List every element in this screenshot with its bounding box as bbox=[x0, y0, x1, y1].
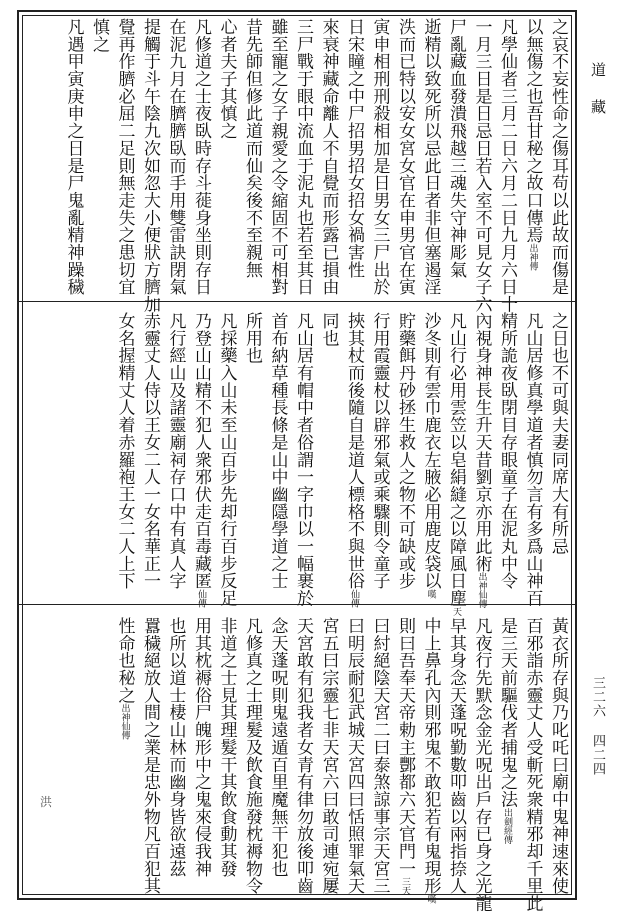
column-text: 百邪詣赤靈丈人受斬死衆精邪却千里此 bbox=[522, 617, 543, 912]
column-text: 所用也 bbox=[242, 312, 262, 365]
text-column bbox=[468, 312, 494, 609]
column-text: 心者夫子其慎之 bbox=[216, 18, 237, 140]
text-column bbox=[545, 617, 571, 893]
column-annotation: 嘆 bbox=[425, 589, 436, 599]
text-column bbox=[468, 617, 494, 912]
column-text: 挾其杖而後隨自是道人標格不與世俗 bbox=[344, 312, 364, 590]
column-text: 同也 bbox=[318, 312, 339, 347]
text-column bbox=[341, 18, 367, 296]
column-text: 尸亂藏血發潰飛越三魂失守神彫氣 bbox=[446, 18, 466, 279]
column-annotation: 出劍經傳 bbox=[502, 807, 512, 844]
column-text: 三尸戰于眼中流血于泥丸也若至其日 bbox=[293, 18, 313, 296]
text-column bbox=[264, 617, 290, 893]
column-text: 曰明辰耐犯武城天宮四曰恬照罪氣天 bbox=[344, 617, 364, 895]
column-text: 是三天前驅伐者捕鬼之法 bbox=[497, 617, 517, 808]
text-column bbox=[494, 18, 520, 313]
column-text: 凡夜行先默念金光呪出戶存已身之光龍 bbox=[471, 617, 492, 912]
text-column bbox=[290, 18, 316, 296]
text-panel-top bbox=[24, 18, 570, 313]
text-column bbox=[111, 312, 137, 596]
text-column bbox=[188, 617, 214, 893]
text-column bbox=[315, 312, 341, 596]
column-text: 提觸于斗午陰九次如忽大小便狀方臍加 bbox=[140, 18, 160, 313]
column-text: 也所以道士棲山林而幽身皆欲遠茲 bbox=[165, 617, 186, 878]
column-text: 凡山行必用雲笠以皂絹縫之以障風日塵 bbox=[446, 312, 466, 607]
column-text: 昔先師但修此道而仙矣後不至親無 bbox=[242, 18, 262, 279]
text-column bbox=[519, 312, 545, 607]
text-column bbox=[213, 312, 239, 607]
column-text: 天宮敢有犯我者女青有律勿放後叩齒 bbox=[293, 617, 313, 895]
text-column bbox=[162, 18, 188, 296]
column-text: 凡修真之士理髮及飲食施發枕褥物令 bbox=[242, 617, 262, 895]
column-text: 女名握精丈人着赤羅袍王女二人上下 bbox=[114, 312, 135, 590]
column-annotation: 出神仙傳 bbox=[476, 572, 487, 609]
column-text: 逝精以致死所以忌此日者非但塞遏淫 bbox=[420, 18, 441, 296]
text-column bbox=[315, 617, 341, 893]
column-text: 黃衣所存與乃叱吒曰廟中鬼神速來使 bbox=[548, 617, 568, 895]
column-text: 凡修道之士夜臥時存斗蓰身坐則存日 bbox=[191, 18, 211, 296]
column-text: 曰紂絕陰天宮二曰泰煞諒事宗天宮三 bbox=[369, 617, 390, 895]
column-text: 性命也秘之 bbox=[114, 617, 135, 704]
text-column bbox=[213, 617, 239, 893]
column-annotation: 天 bbox=[451, 606, 461, 616]
text-column bbox=[162, 617, 188, 893]
text-column bbox=[162, 312, 188, 596]
text-column bbox=[264, 18, 290, 296]
column-text: 寅申相刑刑殺相加是日男女三尸出於 bbox=[369, 18, 390, 296]
column-text: 乃登山山精不犯人衆邪伏走百毒藏匿 bbox=[191, 312, 211, 590]
column-text: 一月三日是日忌日若入室不可見女子六 bbox=[471, 18, 492, 313]
text-column bbox=[86, 18, 112, 296]
text-column bbox=[60, 18, 86, 296]
text-column bbox=[468, 18, 494, 313]
column-annotation: 仙傳 bbox=[196, 589, 206, 608]
text-column bbox=[519, 617, 545, 912]
text-column bbox=[519, 18, 545, 296]
text-column bbox=[137, 617, 163, 893]
text-column bbox=[341, 617, 367, 893]
column-text: 念天蓬呪則鬼遠遁百里魔無干犯也 bbox=[267, 617, 288, 878]
column-text: 來衰神藏命離人不自覺而形露已損由 bbox=[318, 18, 339, 296]
column-text: 中上鼻孔內則邪鬼不敢犯若有鬼現形 bbox=[420, 617, 441, 895]
column-annotation: 三天 bbox=[400, 877, 410, 896]
column-annotation: 出神傳 bbox=[527, 243, 538, 271]
column-text: 凡遇甲寅庚申之日是尸鬼亂精神躁穢 bbox=[63, 18, 84, 296]
column-text: 之哀不妄性命之傷耳苟以此故而傷是 bbox=[548, 18, 568, 296]
column-text: 囂穢絕放人間之業是忠外物凡百犯其 bbox=[140, 617, 160, 895]
text-column bbox=[545, 18, 571, 296]
text-column bbox=[341, 312, 367, 608]
text-column bbox=[137, 18, 163, 313]
panel-divider-1 bbox=[17, 301, 577, 302]
text-panel-bottom bbox=[24, 617, 570, 912]
text-panel-middle bbox=[24, 312, 570, 616]
column-text: 凡山居修真學道者慎勿言有多爲山神百 bbox=[522, 312, 543, 607]
text-column bbox=[239, 312, 265, 596]
column-text: 覺再作臍必屈二足則無走失之患切宜 bbox=[114, 18, 135, 296]
text-column bbox=[443, 312, 469, 616]
text-column bbox=[213, 18, 239, 296]
column-text: 凡行經山及諸靈廟祠存口中有真人字 bbox=[165, 312, 186, 590]
text-column bbox=[315, 18, 341, 296]
column-annotation: 仙傳 bbox=[349, 589, 359, 608]
text-column bbox=[239, 617, 265, 893]
text-column bbox=[392, 18, 418, 296]
column-text: 行用霞靈杖以辟邪氣或乘驟則令童子 bbox=[369, 312, 390, 590]
column-text: 則曰吾奉天帝勅主酆都六天官門一 bbox=[395, 617, 415, 878]
column-text: 泆而已特以安女宮女官在申男官在寅 bbox=[395, 18, 415, 296]
text-column bbox=[494, 312, 520, 596]
text-column bbox=[290, 312, 316, 607]
text-column bbox=[137, 312, 163, 596]
column-text: 慎之 bbox=[89, 18, 109, 53]
margin-page-numbers: 三二六 四二四 bbox=[590, 676, 605, 776]
text-column bbox=[392, 312, 418, 596]
column-text: 貯藥餌丹砂拯生救人之物不可缺或步 bbox=[395, 312, 415, 590]
column-text: 內視身神長生升天昔劉京亦用此術 bbox=[471, 312, 492, 573]
margin-title: 道藏 bbox=[589, 62, 607, 136]
column-text: 赤靈丈人侍以王女二人一女名華正一 bbox=[140, 312, 160, 590]
text-column bbox=[545, 312, 571, 596]
text-column bbox=[443, 617, 469, 893]
column-text: 首布納草種長條是山中幽隱學道之士 bbox=[267, 312, 288, 590]
column-annotation: 嘆 bbox=[425, 894, 436, 904]
page-mark: 洪 bbox=[40, 795, 53, 809]
column-text: 之日也不可與夫妻同席大有所忌 bbox=[548, 312, 568, 555]
text-column bbox=[111, 617, 137, 893]
column-text: 早其身念天蓬呪勤數叩齒以兩指捺人 bbox=[446, 617, 466, 895]
column-text: 用其枕褥俗尸魄形中之鬼來侵我神 bbox=[191, 617, 211, 878]
column-text: 沙冬則有雲巾鹿衣左腋必用鹿皮袋以 bbox=[420, 312, 441, 590]
column-text: 非道之士見其理髮干其飲食動其發 bbox=[216, 617, 237, 878]
column-text: 宮五曰宗靈七非天宮六曰敢司連宛屢 bbox=[318, 617, 339, 895]
text-column bbox=[111, 18, 137, 296]
column-text: 凡採藥入山未至山百步先却行百步反足 bbox=[216, 312, 237, 607]
column-annotation: 出神仙傳 bbox=[119, 703, 130, 740]
column-text: 雖至寵之女子親愛之令縮固不可相對 bbox=[267, 18, 288, 296]
text-column bbox=[417, 617, 443, 904]
column-text: 日宋瞳之中尸招男招女招女禍害性 bbox=[344, 18, 364, 279]
text-column bbox=[417, 18, 443, 296]
text-column bbox=[239, 18, 265, 296]
text-column bbox=[417, 312, 443, 599]
text-column bbox=[443, 18, 469, 296]
column-text: 凡學仙者三月二日六月二日九月六日十 bbox=[497, 18, 517, 313]
text-column bbox=[366, 18, 392, 296]
text-column bbox=[188, 18, 214, 296]
text-column bbox=[494, 617, 520, 893]
column-text: 在泥九月在臍臍臥而手用雙雷訣閉氣 bbox=[165, 18, 186, 296]
column-text: 凡山居有帽中者俗謂一字巾以一幅裹於 bbox=[293, 312, 313, 607]
text-column bbox=[366, 312, 392, 596]
text-column bbox=[264, 312, 290, 596]
text-column bbox=[366, 617, 392, 893]
column-text: 以無傷之也吾甘秘之故口傳焉 bbox=[522, 18, 543, 244]
text-column bbox=[290, 617, 316, 893]
text-column bbox=[188, 312, 214, 608]
column-text: 精所詭夜臥閉目存眼童子在泥丸中令 bbox=[497, 312, 517, 590]
text-column bbox=[392, 617, 418, 896]
